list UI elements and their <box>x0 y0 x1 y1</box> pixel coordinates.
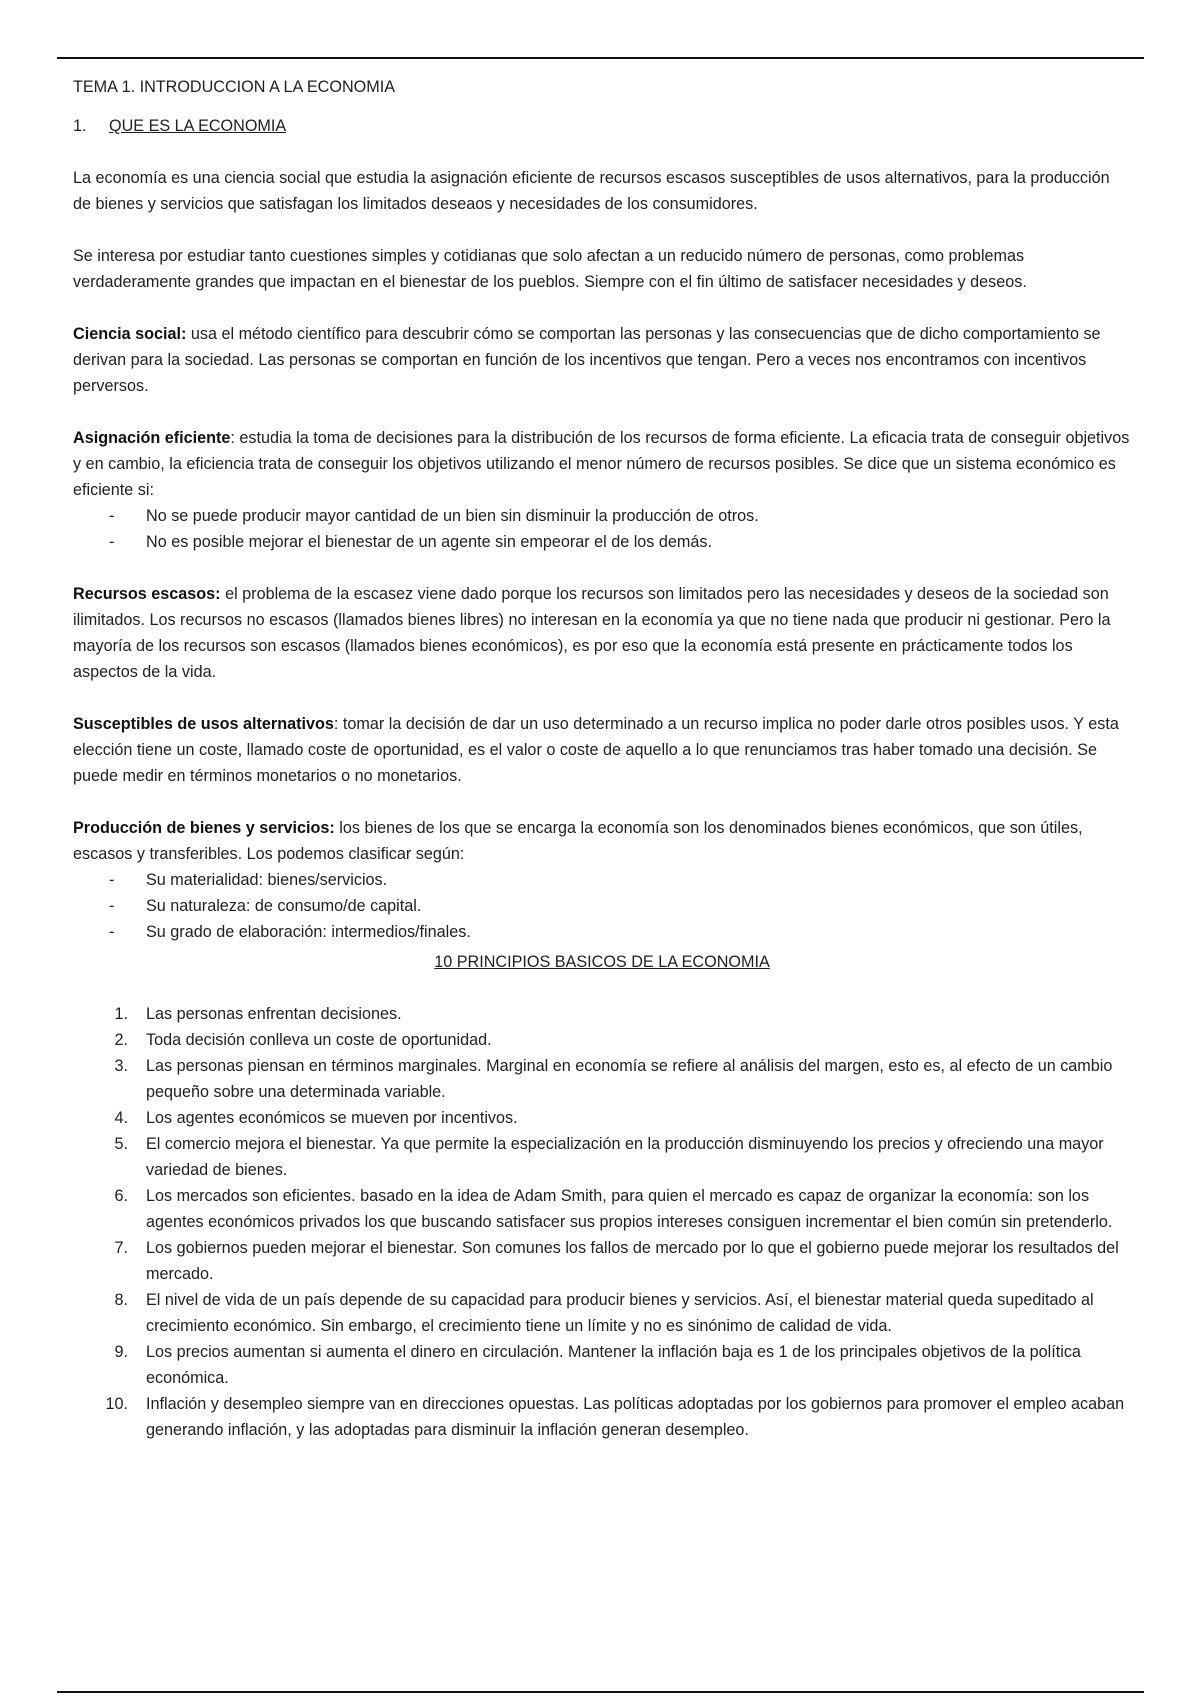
bullet-text: No se puede producir mayor cantidad de un bien sin disminuir la producción de otros. <box>146 507 759 525</box>
principle-number: 9. <box>114 1343 128 1361</box>
principle-number: 1. <box>114 1005 128 1023</box>
principle-item <box>73 1235 1131 1287</box>
principles-heading-text: 10 PRINCIPIOS BASICOS DE LA ECONOMIA <box>434 953 770 971</box>
principle-item <box>73 1001 1131 1027</box>
principle-number: 6. <box>114 1187 128 1205</box>
list-item <box>73 529 1131 555</box>
bullet-dash: - <box>109 871 115 889</box>
text-produccion: los bienes de los que se encarga la economía son los denominados bienes económicos, que son útiles, escasos y transferibles. Los podemos clasificar según: <box>73 819 1083 863</box>
text-susceptibles: : tomar la decisión de dar un uso determinado a un recurso implica no poder darle otros posibles usos. Y esta elección tiene un coste, llamado coste de oportunidad, es el valor o coste de aquello a lo que renunciamos tras haber tomado una decisión. Se puede medir en términos monetarios o no monetarios. <box>73 715 1119 785</box>
principle-item <box>73 1105 1131 1131</box>
principle-text: Las personas enfrentan decisiones. <box>146 1005 402 1023</box>
principle-text: El nivel de vida de un país depende de su capacidad para producir bienes y servicios. Así, el bienestar material queda supeditado al crecimiento económico. Sin embargo, el crecimiento tiene un límite y no es sinónimo de calidad de vida. <box>146 1291 1094 1335</box>
document-title: TEMA 1. INTRODUCCION A LA ECONOMIA <box>73 78 396 96</box>
principle-text: Inflación y desempleo siempre van en direcciones opuestas. Las políticas adoptadas por los gobiernos para promover el empleo acaban generando inflación, y las adoptadas para disminuir la inflación generan desempleo. <box>146 1395 1125 1439</box>
bullet-dash: - <box>109 507 115 525</box>
list-item <box>73 893 1131 919</box>
term-recursos: Recursos escasos: <box>73 585 221 603</box>
principle-number: 4. <box>114 1109 128 1127</box>
section-number: 1. <box>73 117 87 135</box>
paragraph-produccion <box>73 815 1131 867</box>
paragraph-susceptibles <box>73 711 1131 789</box>
principle-number: 10. <box>105 1395 128 1413</box>
text-asignacion: : estudia la toma de decisiones para la distribución de los recursos de forma eficiente. La eficacia trata de conseguir objetivos y en cambio, la eficiencia trata de conseguir los objetivos utilizando el menor número de recursos posibles. Se dice que un sistema económico es eficiente si: <box>73 429 1130 499</box>
text-ciencia-social: usa el método científico para descubrir cómo se comportan las personas y las consecuencias que de dicho comportamiento se derivan para la sociedad. Las personas se comportan en función de los incentivos que tengan. Pero a veces nos encontramos con incentivos perversos. <box>73 325 1101 395</box>
bullet-text: No es posible mejorar el bienestar de un agente sin empeorar el de los demás. <box>146 533 712 551</box>
paragraph-ciencia-social <box>73 321 1131 399</box>
paragraph-interest: Se interesa por estudiar tanto cuestiones simples y cotidianas que solo afectan a un reducido número de personas, como problemas verdaderamente grandes que impactan en el bienestar de los pueblos. Siempre con el fin último de satisfacer necesidades y deseos. <box>73 247 1027 291</box>
principle-text: Los mercados son eficientes. basado en la idea de Adam Smith, para quien el mercado es capaz de organizar la economía: son los agentes económicos privados los que buscando satisfacer sus propios intereses consiguen incrementar el bien común sin pretenderlo. <box>146 1187 1113 1231</box>
principle-text: Los precios aumentan si aumenta el dinero en circulación. Mantener la inflación baja es 1 de los principales objetivos de la política económica. <box>146 1343 1081 1387</box>
principle-text: Toda decisión conlleva un coste de oportunidad. <box>146 1031 492 1049</box>
bottom-rule <box>57 1691 1144 1693</box>
principle-number: 2. <box>114 1031 128 1049</box>
list-item <box>73 503 1131 529</box>
term-ciencia-social: Ciencia social: <box>73 325 187 343</box>
bullet-dash: - <box>109 533 115 551</box>
list-item <box>73 867 1131 893</box>
principle-item <box>73 1131 1131 1183</box>
asignacion-bullet-list <box>73 503 1131 555</box>
document-body <box>73 74 1131 1443</box>
principles-heading <box>73 949 1131 975</box>
bullet-dash: - <box>109 897 115 915</box>
principle-number: 7. <box>114 1239 128 1257</box>
bullet-dash: - <box>109 923 115 941</box>
term-produccion: Producción de bienes y servicios: <box>73 819 335 837</box>
principle-text: El comercio mejora el bienestar. Ya que permite la especialización en la producción disminuyendo los precios y ofreciendo una mayor variedad de bienes. <box>146 1135 1104 1179</box>
produccion-bullet-list <box>73 867 1131 945</box>
principle-text: Los gobiernos pueden mejorar el bienestar. Son comunes los fallos de mercado por lo que el gobierno puede mejorar los resultados del mercado. <box>146 1239 1119 1283</box>
paragraph-asignacion <box>73 425 1131 503</box>
paragraph-recursos <box>73 581 1131 685</box>
bullet-text: Su materialidad: bienes/servicios. <box>146 871 388 889</box>
list-item <box>73 919 1131 945</box>
term-susceptibles: Susceptibles de usos alternativos <box>73 715 334 733</box>
paragraph-definition: La economía es una ciencia social que estudia la asignación eficiente de recursos escasos susceptibles de usos alternativos, para la producción de bienes y servicios que satisfagan los limitados deseaos y necesidades de los consumidores. <box>73 169 1110 213</box>
principles-list <box>73 1001 1131 1443</box>
principle-number: 8. <box>114 1291 128 1309</box>
principle-text: Los agentes económicos se mueven por incentivos. <box>146 1109 518 1127</box>
principle-item <box>73 1339 1131 1391</box>
bullet-text: Su grado de elaboración: intermedios/finales. <box>146 923 471 941</box>
principle-item <box>73 1183 1131 1235</box>
section-heading <box>73 113 1131 139</box>
principle-item <box>73 1287 1131 1339</box>
principle-item <box>73 1027 1131 1053</box>
principle-text: Las personas piensan en términos marginales. Marginal en economía se refiere al análisis del margen, esto es, al efecto de un cambio pequeño sobre una determinada variable. <box>146 1057 1113 1101</box>
principle-item <box>73 1053 1131 1105</box>
term-asignacion: Asignación eficiente <box>73 429 231 447</box>
text-recursos: el problema de la escasez viene dado porque los recursos son limitados pero las necesidades y deseos de la sociedad son ilimitados. Los recursos no escasos (llamados bienes libres) no interesan en la economía ya que no tiene nada que producir ni gestionar. Pero la mayoría de los recursos son escasos (llamados bienes económicos), es por eso que la economía está presente en prácticamente todos los aspectos de la vida. <box>73 585 1111 681</box>
bullet-text: Su naturaleza: de consumo/de capital. <box>146 897 422 915</box>
principle-number: 5. <box>114 1135 128 1153</box>
top-rule <box>57 57 1144 59</box>
section-title: QUE ES LA ECONOMIA <box>109 117 287 135</box>
principle-item <box>73 1391 1131 1443</box>
principle-number: 3. <box>114 1057 128 1075</box>
